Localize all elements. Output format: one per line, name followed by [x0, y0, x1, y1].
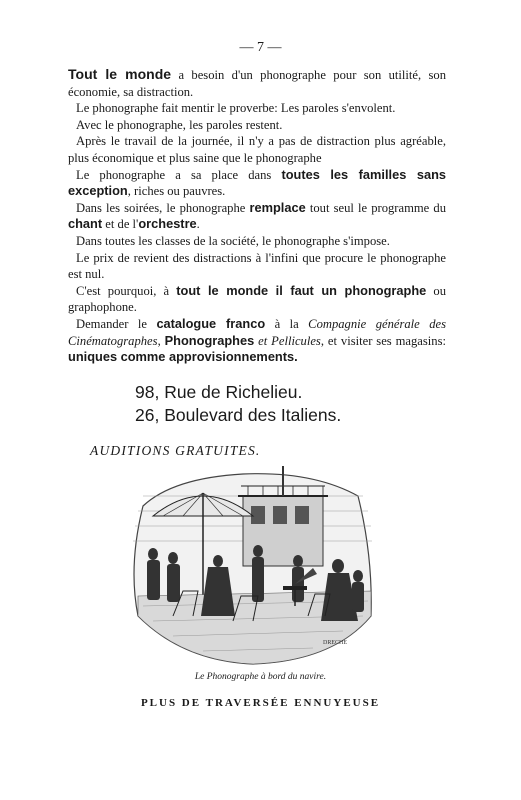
paragraph-3: Avec le phonographe, les paroles restent. [76, 117, 283, 132]
paragraph-10: Demander le catalogue franco à la Compagnie générale des Cinématographes, Phonographes et Pellicules, et visiter ses magasins: uniques comme approvisionnements. [68, 315, 446, 365]
paragraph-6: Dans les soirées, le phonographe remplace tout seul le programme du chant et de l'orchestre. [68, 199, 447, 232]
address-italiens: 26, Boulevard des Italiens. [135, 405, 342, 425]
emphasis-phonographe: tout le monde il faut un phonographe [176, 282, 427, 298]
body-text [68, 66, 446, 366]
paragraph-9: C'est pourquoi, à tout le monde il faut un phonographe ou graphophone. [68, 282, 446, 315]
auditions-heading: AUDITIONS GRATUITES. [90, 443, 261, 458]
footer-slogan: PLUS DE TRAVERSÉE ENNUYEUSE [140, 697, 381, 709]
ship-deck-illustration [123, 466, 378, 666]
page-number: — 7 — [239, 40, 282, 55]
illustration-signature: DRECHE [323, 640, 347, 646]
paragraph-1: Tout le monde a besoin d'un phonographe pour son utilité, son économie, sa distraction. [68, 66, 447, 99]
paragraph-4: Après le travail de la journée, il n'y a pas de distraction plus agréable, plus économique et plus saine que le phonographe [68, 134, 446, 165]
paragraph-7: Dans toutes les classes de la société, le phonographe s'impose. [76, 233, 390, 248]
emphasis-toutes-les-familles: toutes les familles sans exception [68, 166, 446, 199]
paragraph-8: Le prix de revient des distractions à l'infini que procure le phonographe est nul. [68, 250, 446, 282]
address-richelieu: 98, Rue de Richelieu. [135, 382, 303, 402]
paragraph-5: Le phonographe a sa place dans toutes les familles sans exception, riches ou pauvres. [68, 166, 446, 199]
emphasis-tout-le-monde: Tout le monde [68, 66, 172, 82]
illustration-caption: Le Phonographe à bord du navire. [194, 672, 327, 682]
paragraph-2: Le phonographe fait mentir le proverbe: Les paroles s'envolent. [76, 101, 396, 116]
